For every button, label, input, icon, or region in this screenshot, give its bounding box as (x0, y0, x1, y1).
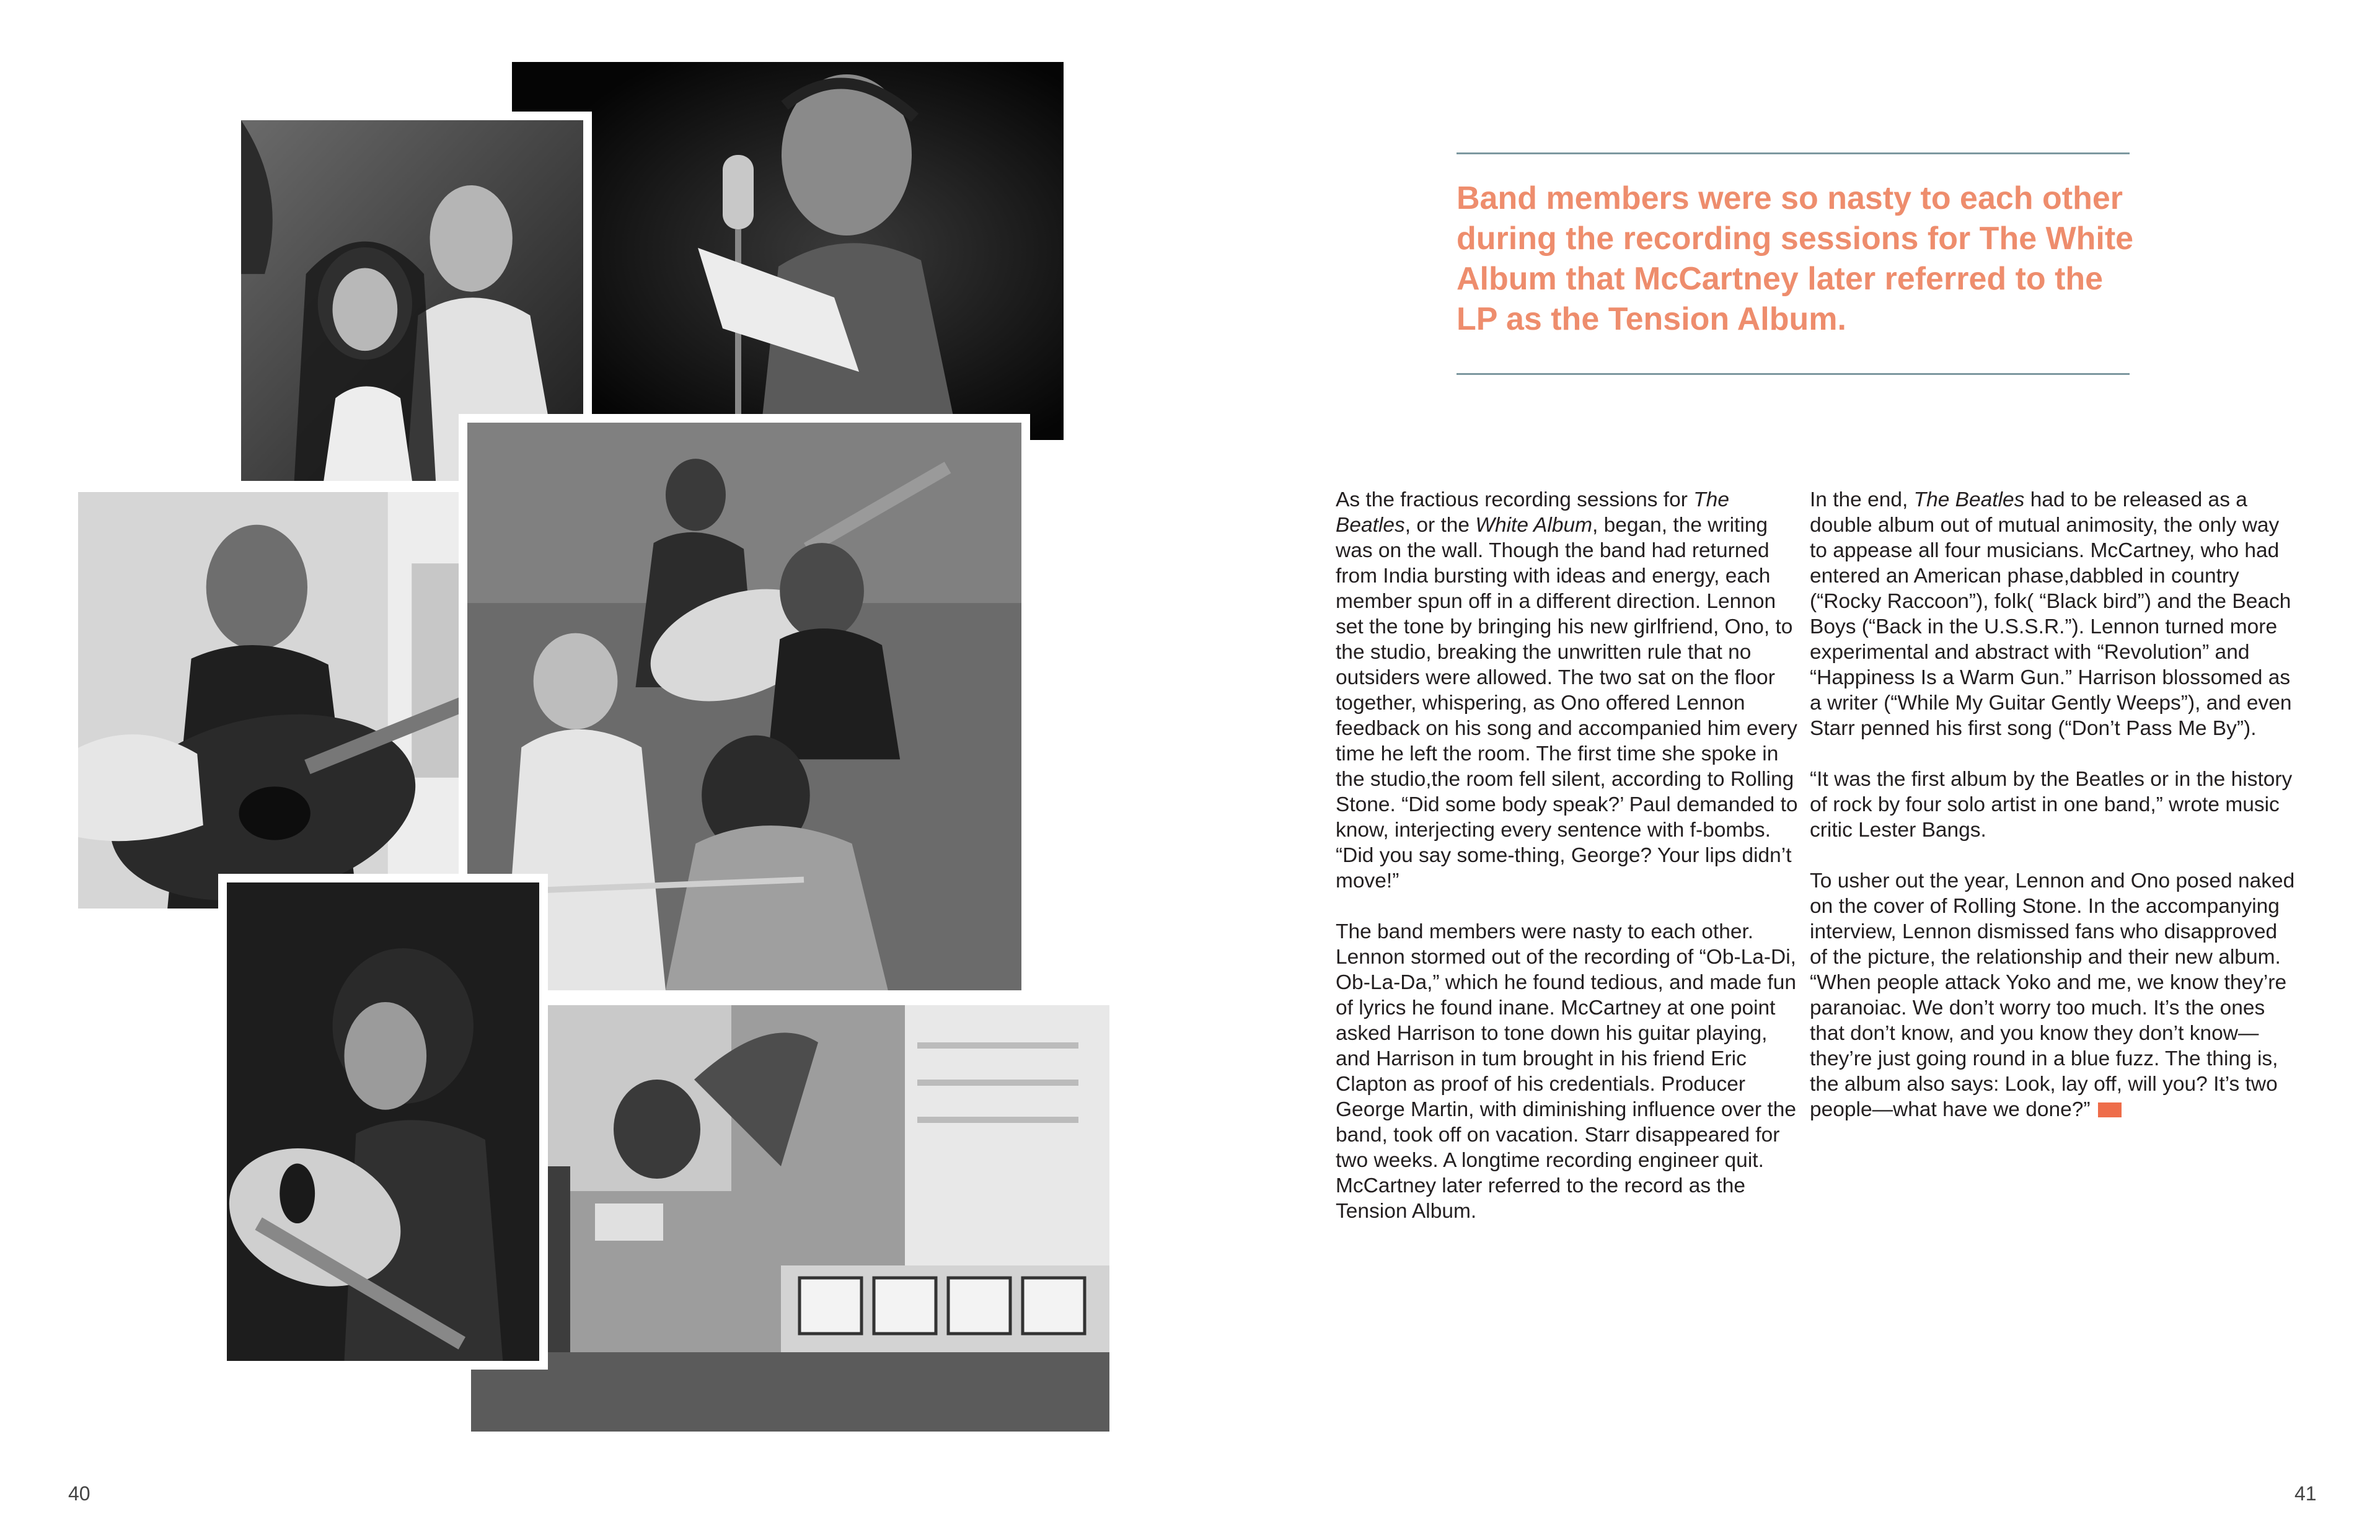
album-title: White Album (1475, 514, 1592, 537)
photo-ringo-microphone (512, 62, 1064, 440)
photo-icon (471, 1005, 1109, 1432)
photo-icon (78, 492, 507, 909)
photo-harrison-guitar (69, 483, 516, 917)
body-paragraph (1810, 868, 2299, 1122)
photo-icon (512, 62, 1064, 440)
photo-mccartney-emi-desk (471, 1005, 1109, 1432)
page-number-left: 40 (68, 1482, 90, 1505)
pull-quote: Band members were so nasty to each other during the recording sessions for The White Album that McCartney later referred to the LP as the Tension Album. (1457, 180, 2134, 337)
body-text: had to be released as a double album out of mutual animosity, the only way to appease all four musicians. McCartney, who had entered an American phase,dabbled in country (“Rocky Raccoon”), folk( “Black bird”) and the Beach Boys (“Back in the U.S.S.R.”). Lennon turned more experimental and abstract with “Revolution” and “Happiness Is a Warm Gun.” Harrison blossomed as a writer (“While My Guitar Gently Weeps”), and even Starr penned his first song (“Don’t Pass Me By”). (1810, 488, 2292, 740)
body-text: As the fractious recording sessions for (1336, 488, 1694, 511)
body-text: In the end, (1810, 488, 1914, 511)
body-column-left (1336, 487, 1807, 1249)
photo-lennon-guitar (218, 874, 548, 1370)
body-paragraph: “It was the first album by the Beatles or in the history of rock by four solo artist in one band,” wrote music critic Lester Bangs. (1810, 768, 2293, 842)
photo-icon (227, 882, 539, 1361)
end-mark-icon (2098, 1102, 2122, 1117)
album-title: The Beatles (1913, 488, 2025, 511)
body-paragraph (1336, 487, 1807, 894)
body-paragraph (1810, 487, 2299, 741)
photo-icon (467, 423, 1021, 990)
body-text: To usher out the year, Lennon and Ono posed naked on the cover of Rolling Stone. In the accompanying interview, Lennon dismissed fans who disapproved of the picture, the relationship and their new album. “When people attack Yoko and me, we know they’re paranoiac. We don’t worry too much. It’s the ones that don’t know, and you know they don’t know—they’re just going round in a blue fuzz. The thing is, the album also says: Look, lay off, will you? It’s two people—what have we done?” (1810, 869, 2295, 1121)
body-text: , or the (1404, 514, 1476, 537)
pull-quote-rule-top (1457, 152, 2130, 154)
body-text: , began, the writing was on the wall. Though the band had returned from India bursting with ideas and energy, each member spun off in a different direction. Lennon set the tone by bringing his new girlfriend, Ono, to the studio, breaking the unwritten rule that no outsiders were allowed. The two sat on the floor together, whispering, as Ono offered Lennon feedback on his song and accompanied him every time he left the room. The first time she spoke in the studio,the room fell silent, according to Rolling Stone. “Did some body speak?’ Paul demanded to know, interjecting every sentence with f-bombs. “Did you say some-thing, George? Your lips didn’t move!” (1336, 514, 1798, 892)
album-title: The Beatles (1336, 488, 1729, 537)
body-paragraph: The band members were nasty to each other. Lennon stormed out of the recording of “Ob-La-Di, Ob-La-Da,” which he found tedious, and made fun of lyrics he found inane. McCartney at one point asked Harrison to tone down his guitar playing, and Harrison in tum brought in his friend Eric Clapton as proof of his credentials. Producer George Martin, with diminishing influence over the band, took off on vacation. Starr disappeared for two weeks. A longtime recording engineer quit. McCartney later referred to the record as the Tension Album. (1336, 920, 1797, 1223)
page-number-right: 41 (2294, 1482, 2317, 1505)
body-column-right (1810, 487, 2299, 1148)
pull-quote-rule-bottom (1457, 373, 2130, 375)
